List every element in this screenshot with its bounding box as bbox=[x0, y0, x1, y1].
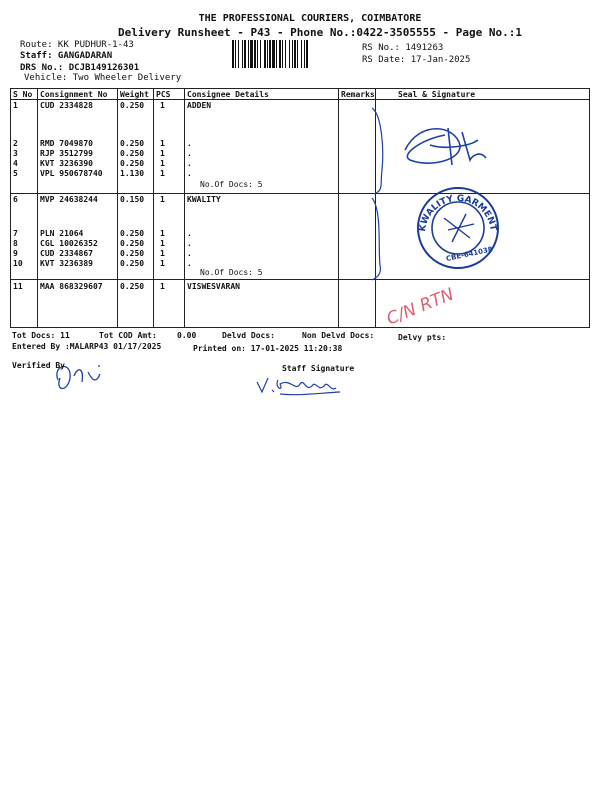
row-consignee: . bbox=[187, 249, 192, 258]
row-sno: 1 bbox=[13, 101, 18, 110]
return-note-mark bbox=[384, 284, 457, 329]
header-sno: S No bbox=[13, 90, 33, 99]
header-weight: Weight bbox=[120, 90, 149, 99]
header-consignment: Consignment No bbox=[40, 90, 108, 99]
row-sno: 3 bbox=[13, 149, 18, 158]
total-docs: Tot Docs: 11 bbox=[12, 331, 70, 340]
staff-signature-label: Staff Signature bbox=[282, 364, 355, 373]
header-pcs: PCS bbox=[156, 90, 171, 99]
rs-date: RS Date: 17-Jan-2025 bbox=[362, 55, 471, 65]
delivery-points-label: Delvy pts: bbox=[398, 333, 447, 342]
company-title: THE PROFESSIONAL COURIERS, COIMBATORE bbox=[198, 13, 422, 24]
row-weight: 0.250 bbox=[120, 282, 145, 291]
verified-by-label: Verified By bbox=[12, 361, 65, 370]
total-cod-label: Tot COD Amt: bbox=[99, 331, 157, 340]
row-weight: 0.250 bbox=[120, 259, 145, 268]
row-consignment: CUD 2334867 bbox=[40, 249, 93, 258]
row-sno: 4 bbox=[13, 159, 18, 168]
row-pcs: 1 bbox=[160, 149, 165, 158]
stamp-code: CBE-641038 bbox=[445, 245, 494, 264]
bracket-mark bbox=[372, 108, 383, 194]
row-weight: 0.250 bbox=[120, 149, 145, 158]
row-consignee: . bbox=[187, 139, 192, 148]
return-note: C/N RTN bbox=[383, 284, 457, 330]
row-weight: 1.130 bbox=[120, 169, 145, 178]
row-sno: 7 bbox=[13, 229, 18, 238]
header-consignee: Consignee Details bbox=[187, 90, 269, 99]
drs-number: DRS No.: DCJB149126301 bbox=[20, 63, 140, 73]
row-sno: 2 bbox=[13, 139, 18, 148]
row-sno: 5 bbox=[13, 169, 18, 178]
printed-on: Printed on: 17-01-2025 11:20:38 bbox=[193, 344, 343, 353]
row-consignee: . bbox=[187, 229, 192, 238]
row-consignee: . bbox=[187, 169, 192, 178]
stamp-ring-text: KWALITY GARMENTS bbox=[417, 193, 498, 233]
rs-number: RS No.: 1491263 bbox=[362, 43, 444, 53]
row-consignee: . bbox=[187, 259, 192, 268]
row-sno: 11 bbox=[13, 282, 23, 291]
runsheet-title: Delivery Runsheet - P43 - Phone No.:0422-3505555 - Page No.:1 bbox=[118, 26, 522, 39]
row-weight: 0.250 bbox=[120, 159, 145, 168]
row-pcs: 1 bbox=[160, 239, 165, 248]
row-weight: 0.250 bbox=[120, 101, 145, 110]
row-consignment: PLN 21064 bbox=[40, 229, 84, 238]
row-sno: 9 bbox=[13, 249, 18, 258]
row-consignee: KWALITY bbox=[187, 195, 221, 204]
row-pcs: 1 bbox=[160, 249, 165, 258]
delivered-docs-label: Delvd Docs: bbox=[222, 331, 275, 340]
header-remarks: Remarks bbox=[341, 90, 375, 99]
row-consignment: RMD 7049870 bbox=[40, 139, 93, 148]
delivery-signature bbox=[405, 128, 486, 165]
row-consignment: VPL 950678740 bbox=[40, 169, 103, 178]
row-consignment: CUD 2334828 bbox=[40, 101, 93, 110]
row-consignee: . bbox=[187, 239, 192, 248]
row-weight: 0.250 bbox=[120, 229, 145, 238]
row-consignment: CGL 10026352 bbox=[40, 239, 98, 248]
row-consignment: KVT 3236389 bbox=[40, 259, 93, 268]
row-consignment: RJP 3512799 bbox=[40, 149, 93, 158]
row-consignment: MAA 868329607 bbox=[40, 282, 103, 291]
row-pcs: 1 bbox=[160, 282, 165, 291]
total-cod-value: 0.00 bbox=[177, 331, 197, 340]
row-pcs: 1 bbox=[160, 229, 165, 238]
route-label: Route: KK PUDHUR-1-43 bbox=[20, 40, 134, 50]
staff-label: Staff: GANGADARAN bbox=[20, 51, 113, 61]
group-docs-count: No.Of Docs: 5 bbox=[200, 180, 263, 189]
company-stamp bbox=[418, 188, 498, 268]
row-weight: 0.250 bbox=[120, 239, 145, 248]
group-docs-count: No.Of Docs: 5 bbox=[200, 268, 263, 277]
staff-signature bbox=[257, 378, 340, 395]
row-pcs: 1 bbox=[160, 159, 165, 168]
row-weight: 0.250 bbox=[120, 249, 145, 258]
row-pcs: 1 bbox=[160, 139, 165, 148]
row-consignee: . bbox=[187, 159, 192, 168]
row-consignee: ADDEN bbox=[187, 101, 212, 110]
row-weight: 0.250 bbox=[120, 139, 145, 148]
bracket-mark bbox=[372, 198, 380, 280]
row-sno: 8 bbox=[13, 239, 18, 248]
row-sno: 6 bbox=[13, 195, 18, 204]
row-pcs: 1 bbox=[160, 259, 165, 268]
row-sno: 10 bbox=[13, 259, 23, 268]
header-seal-signature: Seal & Signature bbox=[398, 90, 476, 99]
row-pcs: 1 bbox=[160, 195, 165, 204]
row-consignee: . bbox=[187, 149, 192, 158]
row-consignee: VISWESVARAN bbox=[187, 282, 240, 291]
row-weight: 0.150 bbox=[120, 195, 145, 204]
row-pcs: 1 bbox=[160, 169, 165, 178]
non-delivered-docs-label: Non Delvd Docs: bbox=[302, 331, 375, 340]
row-pcs: 1 bbox=[160, 101, 165, 110]
entered-by: Entered By :MALARP43 01/17/2025 bbox=[12, 342, 162, 351]
row-consignment: KVT 3236390 bbox=[40, 159, 93, 168]
row-consignment: MVP 24638244 bbox=[40, 195, 98, 204]
vehicle-label: Vehicle: Two Wheeler Delivery bbox=[24, 73, 182, 83]
